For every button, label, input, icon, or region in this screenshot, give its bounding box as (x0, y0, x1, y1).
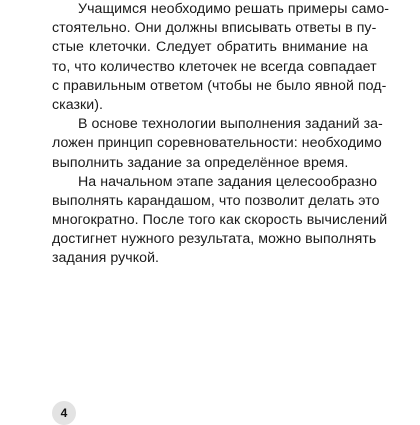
text-line: достигнет нужного результата, можно выполнять (52, 231, 377, 248)
page-number-badge (52, 401, 76, 425)
text-line: выполнять карандашом, что позволит делать это (52, 192, 380, 209)
text-line: ложен принцип соревновательности: необходимо (52, 135, 382, 152)
page-number: 4 (60, 406, 68, 420)
text-line: с правильным ответом (чтобы не было явной под- (52, 77, 387, 94)
text-line: задания ручкой. (52, 250, 160, 267)
text-line: выполнить задание за определённое время. (52, 154, 349, 171)
text-line: стоятельно. Они должны вписывать ответы в пу- (52, 20, 377, 37)
paragraph-3 (52, 173, 388, 269)
body-text (52, 0, 390, 269)
text-line: сказки). (52, 96, 104, 113)
text-line: В основе технологии выполнения заданий за- (78, 116, 383, 133)
text-line: многократно. После того как скорость вычислений (52, 212, 388, 229)
text-line: На начальном этапе задания целесообразно (78, 173, 378, 190)
paragraph-2 (52, 115, 383, 173)
text-line: то, что количество клеточек не всегда совпадает (52, 58, 377, 75)
paragraph-1 (52, 0, 390, 115)
text-line: Учащимся необходимо решать примеры само- (78, 1, 390, 17)
text-line: стые клеточки. Следует обратить внимание на (52, 39, 368, 56)
